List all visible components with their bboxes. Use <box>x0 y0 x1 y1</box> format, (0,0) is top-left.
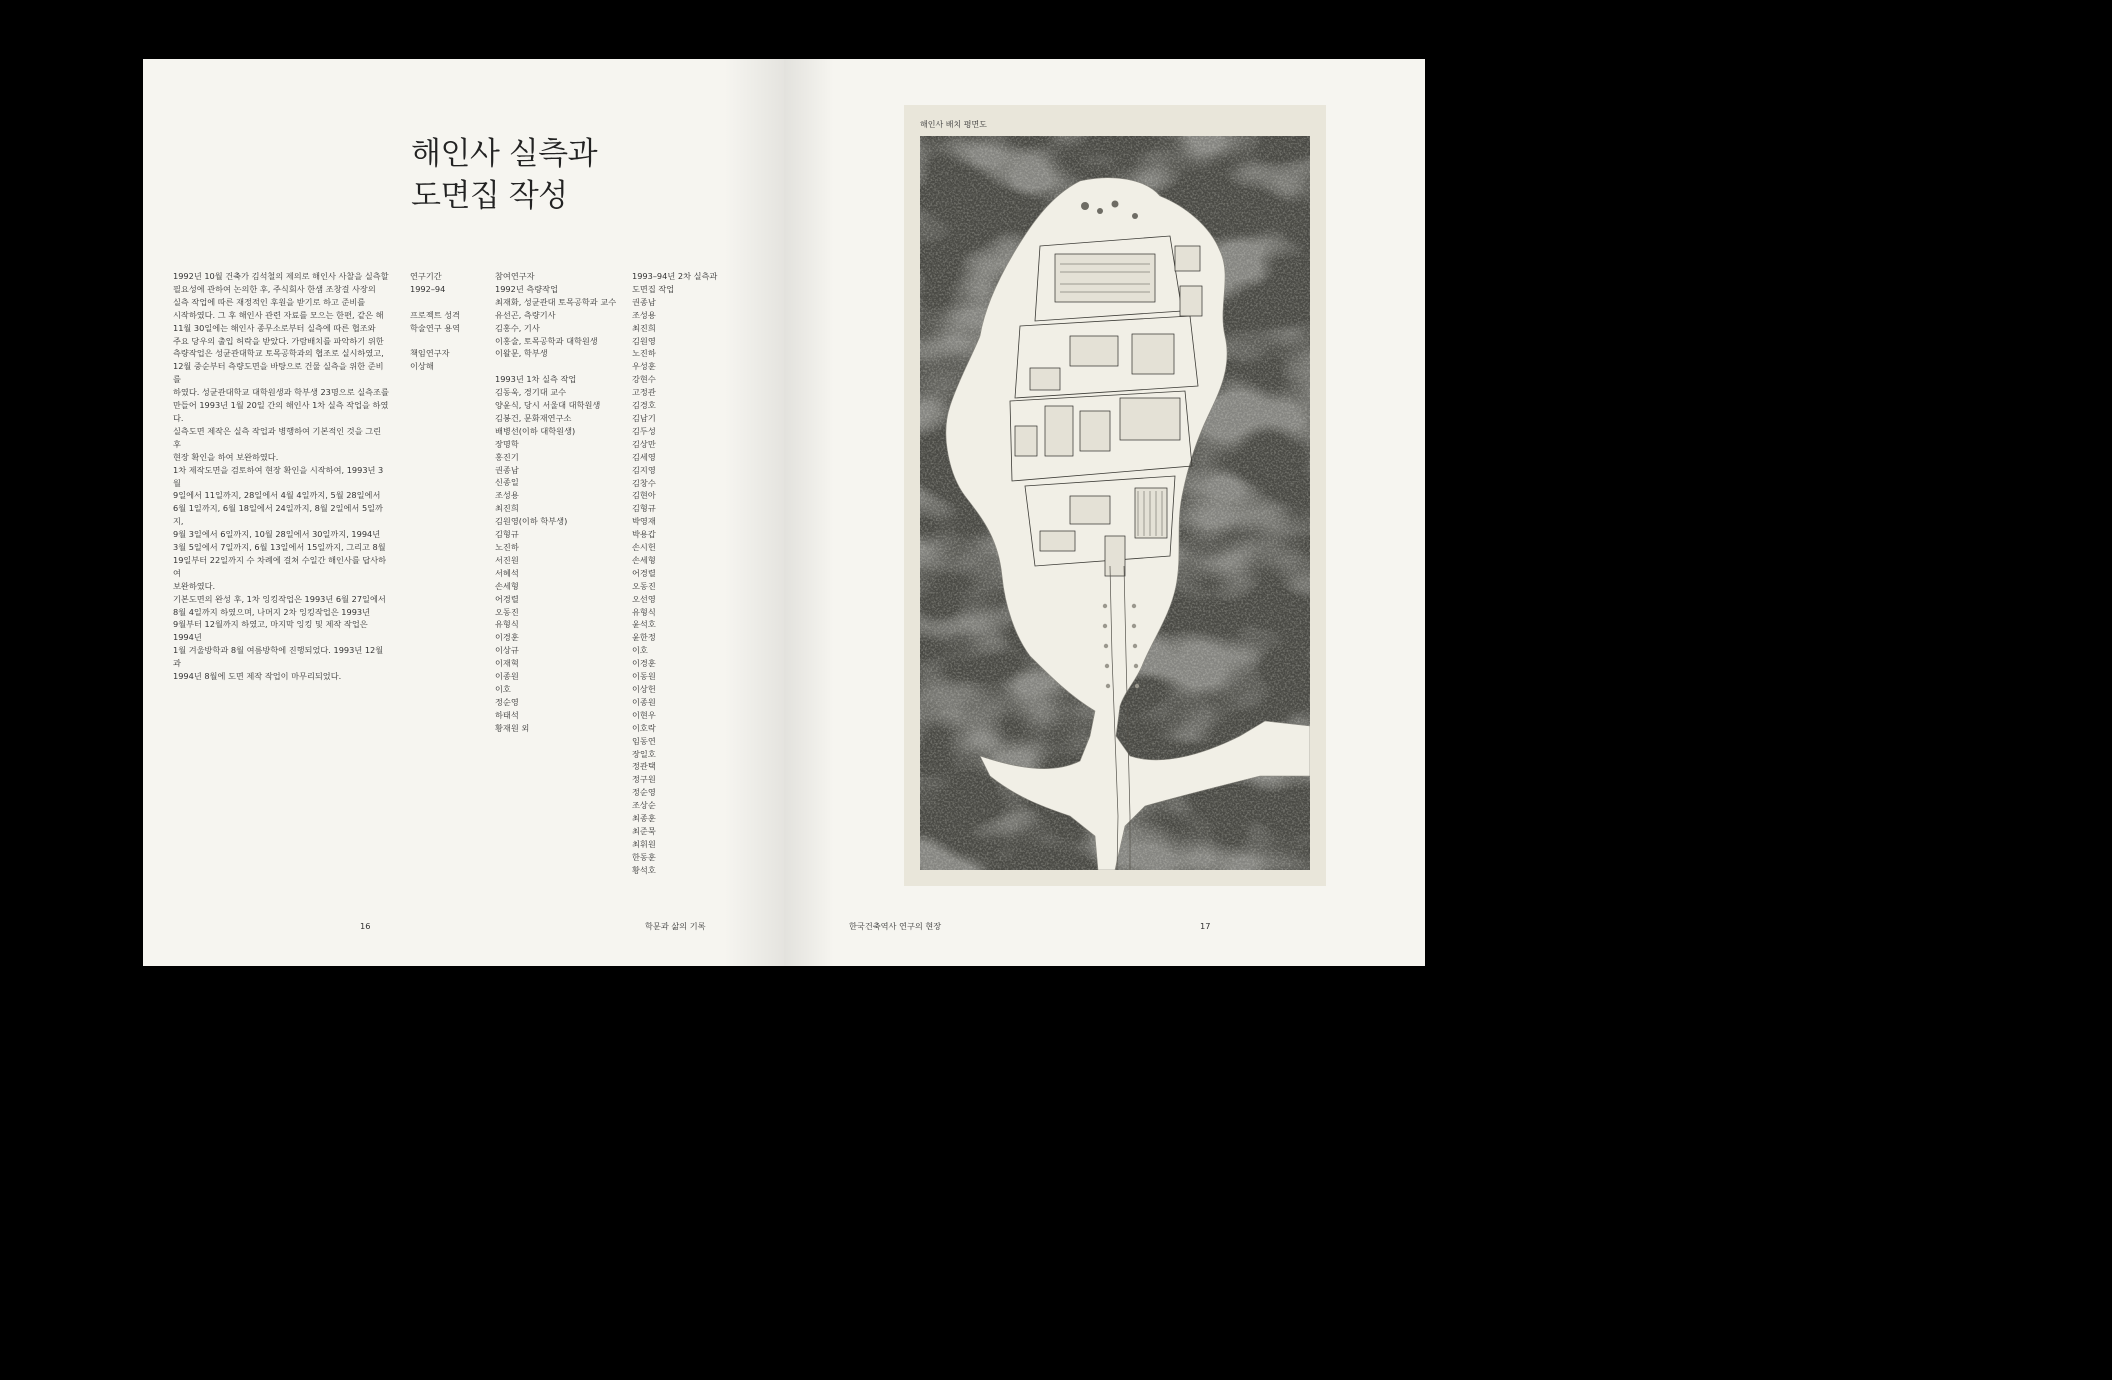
participant-name: 이재혁 <box>495 658 519 669</box>
left-page <box>143 59 784 966</box>
participant-name: 고정관 <box>632 387 656 398</box>
participant-name: 이왈문, 학부생 <box>495 348 548 359</box>
participant-name: 노진하 <box>632 348 656 359</box>
participant-name: 최재화, 성균관대 토목공학과 교수 <box>495 296 617 307</box>
group2-title: 1993년 1차 실측 작업 <box>495 374 577 385</box>
participant-name: 권종남 <box>632 296 656 307</box>
participant-name: 윤한정 <box>632 632 656 643</box>
participant-name: 오동진 <box>495 606 519 617</box>
participant-name: 이호락 <box>632 722 656 733</box>
participant-name: 오선영 <box>632 593 656 604</box>
nature-value: 학술연구 용역 <box>410 322 461 333</box>
participant-name: 이종원 <box>632 696 656 707</box>
participant-name: 김창수 <box>632 477 656 488</box>
participant-name: 김두성 <box>632 425 656 436</box>
page-number-left: 16 <box>360 921 371 931</box>
participant-name: 손세형 <box>495 580 519 591</box>
participant-name: 김동욱, 경기대 교수 <box>495 387 567 398</box>
lead-value: 이상해 <box>410 361 434 372</box>
participant-name: 최진희 <box>632 322 656 333</box>
group1-title: 1992년 측량작업 <box>495 283 558 294</box>
participant-name: 장명학 <box>495 438 519 449</box>
participant-name: 김세영 <box>632 451 656 462</box>
participant-name: 이경훈 <box>495 632 519 643</box>
participant-name: 정구원 <box>632 774 656 785</box>
participant-name: 유선곤, 측량기사 <box>495 309 556 320</box>
participant-name: 한동훈 <box>632 851 656 862</box>
page-title-line-1: 해인사 실측과 <box>411 136 598 172</box>
gutter-shadow-right <box>784 59 834 966</box>
participant-name: 홍진기 <box>495 451 519 462</box>
participant-name: 오동진 <box>632 580 656 591</box>
participant-name: 유형식 <box>632 606 656 617</box>
participant-name: 서혜석 <box>495 567 519 578</box>
participants-list-b <box>632 270 732 877</box>
participant-name: 김홍수, 기사 <box>495 322 540 333</box>
phase2-heading-1: 1993–94년 2차 실측과 <box>632 271 718 281</box>
participant-name: 조상순 <box>632 800 656 811</box>
participant-name: 이동원 <box>632 671 656 682</box>
map-caption: 해인사 배치 평면도 <box>920 120 987 129</box>
participant-name: 김남기 <box>632 412 656 423</box>
participant-name: 권종남 <box>495 464 519 475</box>
participant-name: 황재원 외 <box>495 722 530 733</box>
participant-name: 김형규 <box>495 529 519 540</box>
participant-name: 박영재 <box>632 516 656 527</box>
participant-name: 어경렬 <box>632 567 656 578</box>
participant-name: 최진희 <box>495 503 519 514</box>
period-value: 1992–94 <box>410 283 446 294</box>
participant-name: 양윤식, 당시 서울대 대학원생 <box>495 400 601 411</box>
site-plan-drawing <box>920 136 1310 870</box>
project-meta <box>410 270 490 386</box>
participant-name: 박용갑 <box>632 529 656 540</box>
participant-name: 김경호 <box>632 400 656 411</box>
participant-name: 김지영 <box>632 464 656 475</box>
participant-name: 김원영(이하 학부생) <box>495 516 568 527</box>
participant-name: 이경훈 <box>632 658 656 669</box>
participant-name: 유형식 <box>495 619 519 630</box>
site-plan-figure <box>904 105 1326 886</box>
gutter-shadow-left <box>724 59 784 966</box>
participant-name: 노진하 <box>495 542 519 553</box>
participant-name: 서진원 <box>495 554 519 565</box>
participant-name: 배병선(이하 대학원생) <box>495 425 576 436</box>
running-title-left: 학문과 삶의 기록 <box>645 921 706 931</box>
page-number-right: 17 <box>1200 921 1211 931</box>
participant-name: 조성용 <box>495 490 519 501</box>
page-title-line-2: 도면집 작성 <box>411 178 568 214</box>
page-title <box>411 133 597 217</box>
participant-name: 정관택 <box>632 761 656 772</box>
group1-names <box>495 296 625 361</box>
participant-name: 이상헌 <box>632 684 656 694</box>
participant-name: 우성훈 <box>632 361 656 372</box>
participant-name: 최종훈 <box>632 813 656 824</box>
participant-name: 장일호 <box>632 748 656 759</box>
participant-name: 손시헌 <box>632 542 656 553</box>
participant-name: 손세형 <box>632 554 656 565</box>
lead-label: 책임연구자 <box>410 348 450 359</box>
participant-name: 이상규 <box>495 645 519 656</box>
site-plan-svg <box>920 136 1310 870</box>
participant-name: 정순영 <box>632 787 656 798</box>
participant-name: 최준묵 <box>632 825 656 836</box>
participant-name: 김봉건, 문화재연구소 <box>495 412 572 423</box>
participant-name: 김현아 <box>632 490 656 501</box>
participant-name: 강현수 <box>632 374 656 385</box>
group2-names <box>495 386 625 734</box>
participant-name: 황석호 <box>632 864 656 875</box>
participant-name: 김원영 <box>632 335 656 346</box>
participant-name: 이호 <box>495 683 511 694</box>
participant-name: 신종일 <box>495 477 519 488</box>
participant-name: 김형규 <box>632 503 656 514</box>
participants-list-a <box>495 270 625 735</box>
participant-name: 정순영 <box>495 696 519 707</box>
running-title-right: 한국건축역사 연구의 현장 <box>849 921 942 931</box>
participant-name: 윤석호 <box>632 619 656 630</box>
participant-name: 임동연 <box>632 735 656 746</box>
participant-name: 조성용 <box>632 309 656 320</box>
body-paragraph: 1992년 10월 건축가 김석철의 제의로 해인사 사찰을 실측할 필요성에 관하여 논의한 후, 주식회사 한샘 조창걸 사장의 실측 작업에 따른 재정적인 후원을 받기로 하고 준비를 시작하였다. 그 후 해인사 관련 자료를 모으는 한편, 같은 해 11월 30일에는 해인사 종무소로부터 실측에 따른 협조와 주요 당우의 출입 허락을 받았다. 가람배치를 파악하기 위한 측량작업은 성균관대학교 토목공학과의 협조로 실시하였고, 12월 중순부터 측량도면을 바탕으로 건물 실측을 위한 준비를 하였다. 성균관대학교 대학원생과 학부생 23명으로 실측조를 만들어 1993년 1월 20일 간의 해인사 1차 실측 작업을 하였다. 실측도면 제작은 실측 작업과 병행하여 기본적인 것을 그린 후 현장 확인을 하여 보완하였다. 1차 제작도면을 검토하여 현장 확인을 시작하여, 1993년 3월 9일에서 11일까지, 28일에서 4월 4일까지, 5월 28일에서 6월 1일까지, 6월 18일에서 24일까지, 8월 2일에서 5일까지, 9월 3일에서 6일까지, 10월 28일에서 30일까지, 1994년 3월 5일에서 7일까지, 6월 13일에서 15일까지, 그리고 8월 19일부터 22일까지 수 차례에 걸쳐 수일간 해인사를 답사하여 보완하였다. 기본도면의 완성 후, 1차 잉킹작업은 1993년 6월 27일에서 8월 4일까지 하였으며, 나머지 2차 잉킹작업은 1993년 9월부터 12월까지 하였고, 마지막 잉킹 및 제작 작업은 1994년 1월 겨울방학과 8월 여름방학에 진행되었다. 1993년 12월과 1994년 8월에 도면 제작 작업이 마무리되었다. <box>173 271 389 682</box>
phase2-heading-2: 도면집 작업 <box>632 283 675 294</box>
participant-name: 이호 <box>632 645 648 656</box>
participant-name: 이종원 <box>495 671 519 682</box>
participant-name: 김상만 <box>632 438 656 449</box>
participants-heading: 참여연구자 <box>495 271 535 281</box>
right-page <box>784 59 1425 966</box>
nature-label: 프로젝트 성격 <box>410 309 461 320</box>
participant-name: 최휘원 <box>632 838 656 849</box>
participant-name: 이홍술, 토목공학과 대학원생 <box>495 335 598 346</box>
phase2-names <box>632 296 732 877</box>
period-label: 연구기간 <box>410 271 442 281</box>
participant-name: 이현우 <box>632 709 656 720</box>
participant-name: 하태석 <box>495 709 519 720</box>
participant-name: 어경렬 <box>495 593 519 604</box>
